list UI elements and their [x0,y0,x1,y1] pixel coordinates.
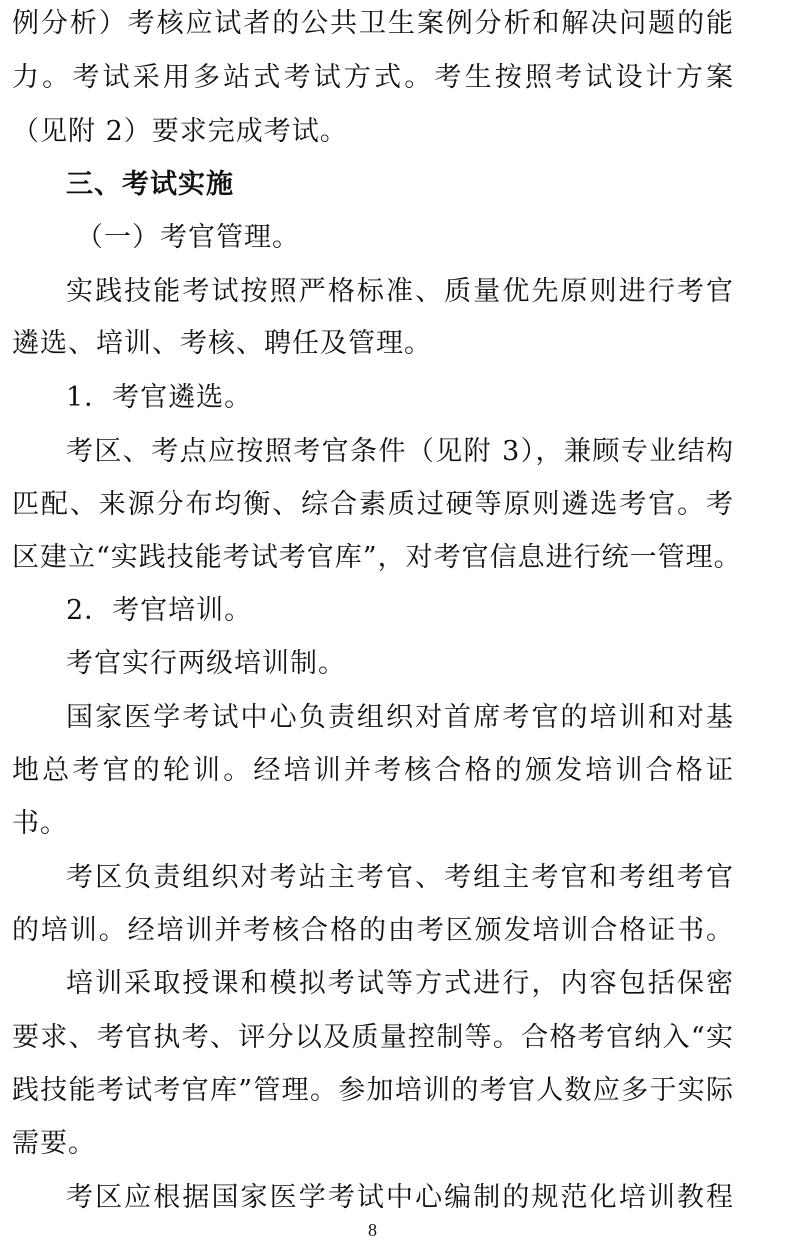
paragraph-line: 遴选、培训、考核、聘任及管理。 [12,328,432,359]
paragraph-line: 匹配、来源分布均衡、综合素质过硬等原则遴选考官。考 [12,489,734,520]
section-heading: 三、考试实施 [66,169,234,200]
paragraph-line: 考官实行两级培训制。 [66,648,346,679]
subsection-heading: （一）考官管理。 [76,222,300,253]
paragraph-line: 要求、考官执考、评分以及质量控制等。合格考官纳入“实 [12,1022,734,1053]
paragraph-line: 的培训。经培训并考核合格的由考区颁发培训合格证书。 [12,915,734,946]
paragraph-line: 考区、考点应按照考官条件（见附 3），兼顾专业结构 [66,436,734,467]
paragraph-line: （见附 2）要求完成考试。 [12,116,348,147]
paragraph-line: 实践技能考试按照严格标准、质量优先原则进行考官 [66,276,734,307]
paragraph-line: 践技能考试考官库”管理。参加培训的考官人数应多于实际 [12,1075,734,1106]
paragraph-line: 例分析）考核应试者的公共卫生案例分析和解决问题的能 [12,8,734,39]
paragraph-line: 需要。 [12,1128,96,1159]
paragraph-line: 考区负责组织对考站主考官、考组主考官和考组考官 [66,862,734,893]
item-heading: 2．考官培训。 [66,595,253,626]
paragraph-line: 地总考官的轮训。经培训并考核合格的颁发培训合格证 [12,755,734,786]
paragraph-line: 培训采取授课和模拟考试等方式进行，内容包括保密 [66,968,734,999]
paragraph-line: 力。考试采用多站式考试方式。考生按照考试设计方案 [12,62,734,93]
item-heading: 1．考官遴选。 [66,382,253,413]
paragraph-line: 考区应根据国家医学考试中心编制的规范化培训教程 [66,1182,734,1213]
paragraph-line: 国家医学考试中心负责组织对首席考官的培训和对基 [66,702,734,733]
page-number: 8 [368,1220,377,1240]
paragraph-line: 书。 [12,808,68,839]
paragraph-line: 区建立“实践技能考试考官库”，对考官信息进行统一管理。 [12,542,742,573]
